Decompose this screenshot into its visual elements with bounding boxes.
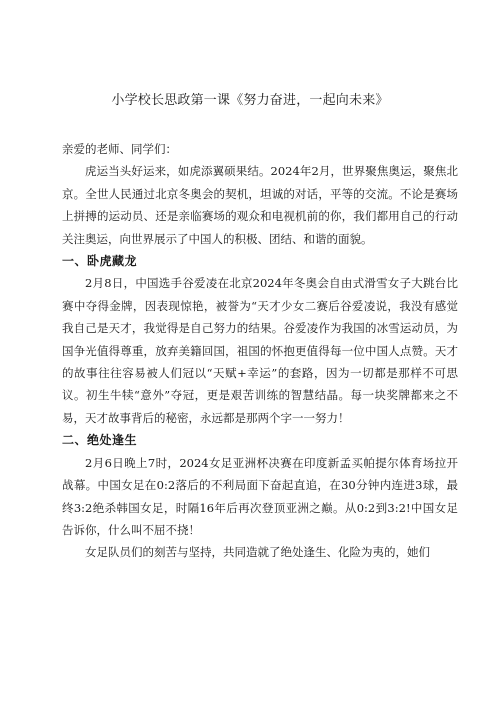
section1-paragraph: 2月8日，中国选手谷爱凌在北京2024年冬奥会自由式滑雪女子大跳台比赛中夺得金牌，因表现惊艳，被誉为“天才少女二赛后谷爱凌说，我没有感觉我自己是天才，我觉得是自己努力的结果。谷爱凌作为我国的冰雪运动员，为国争光值得尊重，放弃美籍回国，祖国的怀抱更值得每一位中国人点赞。天才的故事往往容易被人们冠以“天赋+幸运”的套路，因为一切都是那样不可思议。初生牛犊“意外”夺冠，更是艰苦训练的智慧结晶。每一块奖牌都来之不易，天才故事背后的秘密，永远都是那两个字一一努力！: [62, 276, 458, 425]
section-heading-2: 二、绝处逢生: [62, 433, 138, 448]
document-body: [62, 138, 458, 564]
greeting: 亲爱的老师、同学们：: [62, 142, 177, 156]
section2-paragraph-1: 2月6日晚上7时，2024女足亚洲杯决赛在印度新孟买帕提尔体育场拉开战幕。中国女足在0:2落后的不利局面下奋起直追，在30分钟内连进3球，最终3:2绝杀韩国女足，时隔16年后再次登顶亚洲之巅。从0:2到3:2!中国女足告诉你，什么叫不屈不挠！: [62, 455, 458, 537]
section-heading-1: 一、卧虎藏龙: [62, 254, 138, 269]
section2-paragraph-2: 女足队员们的刻苦与坚持，共同造就了绝处逢生、化险为夷的，她们: [85, 545, 430, 560]
document-title: 小学校长思政第一课《努力奋进，一起向未来》: [111, 93, 389, 108]
intro-paragraph: 虎运当头好运来，如虎添翼硕果结。2024年2月，世界聚焦奥运，聚焦北京。全世人民通过北京冬奥会的契机，坦诚的对话，平等的交流。不论是赛场上拼搏的运动员、还是亲临赛场的观众和电视机前的你，我们都用自己的行动关注奥运，向世界展示了中国人的积极、团结、和谐的面貌。: [62, 164, 458, 246]
